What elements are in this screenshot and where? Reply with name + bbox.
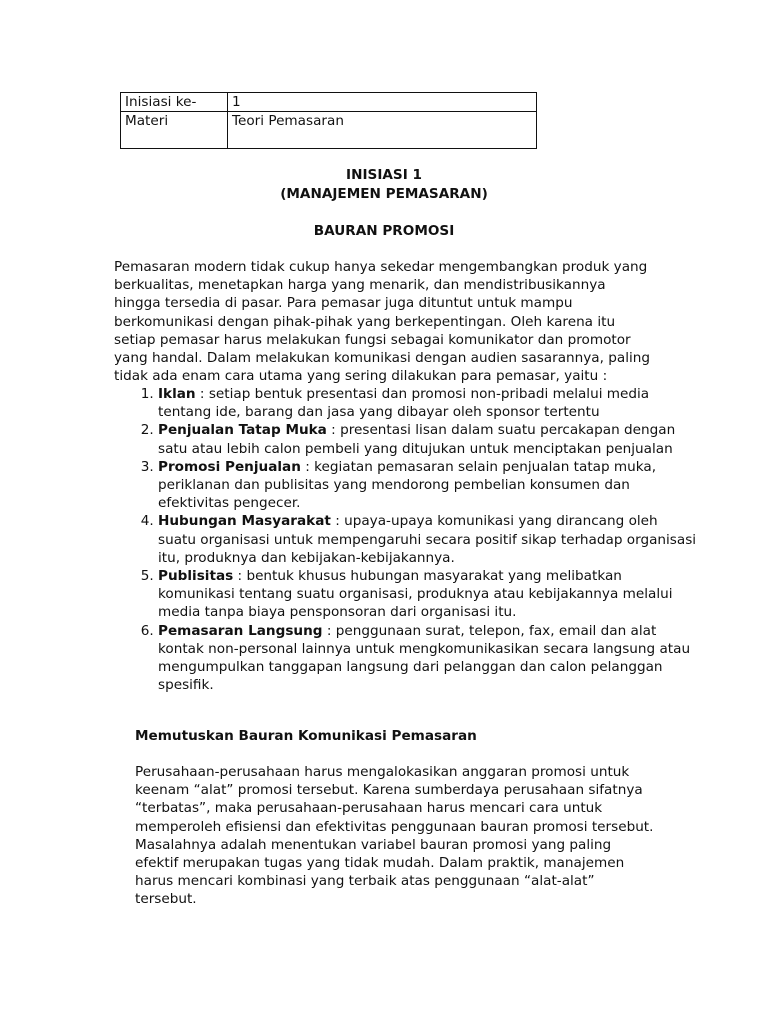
list-item: [158, 622, 698, 695]
list-term: Iklan: [158, 386, 196, 402]
list-term: Publisitas: [158, 568, 234, 585]
list-desc: : setiap bentuk presentasi dan promosi non-pribadi melalui media tentang ide, barang dan jasa yang dibayar oleh sponsor tertentu: [158, 386, 650, 421]
materi-value: Teori Pemasaran: [228, 112, 537, 149]
list-desc: : penggunaan surat, telepon, fax, email dan alat kontak non-personal lainnya untuk mengkomunikasikan secara langsung atau mengumpulkan tanggapan langsung dari pelanggan dan calon pelanggan spesifik.: [158, 622, 691, 694]
list-item: [158, 421, 698, 457]
list-desc: : upaya-upaya komunikasi yang dirancang oleh suatu organisasi untuk mempengaruhi secara positif sikap terhadap organisasi itu, produknya dan kebijakan-kebijakannya.: [158, 513, 697, 566]
list-term: Promosi Penjualan: [158, 458, 301, 475]
materi-label: Materi: [121, 112, 228, 149]
inisiasi-value: 1: [228, 93, 537, 112]
intro-paragraph: Pemasaran modern tidak cukup hanya sekedar mengembangkan produk yang berkualitas, menetapkan harga yang menarik, dan mendistribusikannya hingga tersedia di pasar. Para pemasar juga dituntut untuk mampu berkomunikasi dengan pihak-pihak yang berkepentingan. Oleh karena itu setiap pemasar harus melakukan fungsi sebagai komunikator dan promotor yang handal. Dalam melakukan komunikasi dengan audien sasarannya, paling tidak ada enam cara utama yang sering dilakukan para pemasar, yaitu :: [114, 259, 651, 385]
closing-paragraph: Perusahaan-perusahaan harus mengalokasikan anggaran promosi untuk keenam “alat” promosi tersebut. Karena sumberdaya perusahaan sifatnya “terbatas”, maka perusahaan-perusahaan harus mencari cara untuk memperoleh efisiensi dan efektivitas penggunaan bauran promosi tersebut. Masalahnya adalah menentukan variabel bauran promosi yang paling efektif merupakan tugas yang tidak mudah. Dalam praktik, manajemen harus mencari kombinasi yang terbaik atas penggunaan “alat-alat” tersebut.: [135, 764, 654, 908]
table-row: [121, 112, 537, 149]
section-title: BAURAN PROMOSI: [313, 223, 455, 239]
heading-line-1: INISIASI 1: [346, 167, 422, 183]
list-desc: : bentuk khusus hubungan masyarakat yang melibatkan komunikasi tentang suatu organisasi, produknya atau kebijakannya melalui media tanpa biaya pensponsoran dari organisasi itu.: [158, 568, 673, 621]
list-term: Penjualan Tatap Muka: [158, 422, 327, 439]
list-desc: : presentasi lisan dalam suatu percakapan dengan satu atau lebih calon pembeli yang ditujukan untuk menciptakan penjualan: [158, 422, 676, 457]
heading-line-2: (MANAJEMEN PEMASARAN): [280, 186, 488, 202]
table-row: [121, 93, 537, 112]
inisiasi-label: Inisiasi ke-: [121, 93, 228, 112]
list-item: [158, 567, 698, 622]
promo-list: [114, 385, 698, 694]
info-table: [120, 92, 537, 149]
list-item: [158, 458, 698, 513]
list-item: [158, 385, 698, 421]
list-desc: : kegiatan pemasaran selain penjualan tatap muka, periklanan dan publisitas yang mendorong pembelian konsumen dan efektivitas pengecer.: [158, 458, 657, 512]
list-term: Hubungan Masyarakat: [158, 513, 331, 530]
list-term: Pemasaran Langsung: [158, 622, 323, 639]
list-item: [158, 512, 698, 567]
subheading: Memutuskan Bauran Komunikasi Pemasaran: [135, 728, 477, 744]
